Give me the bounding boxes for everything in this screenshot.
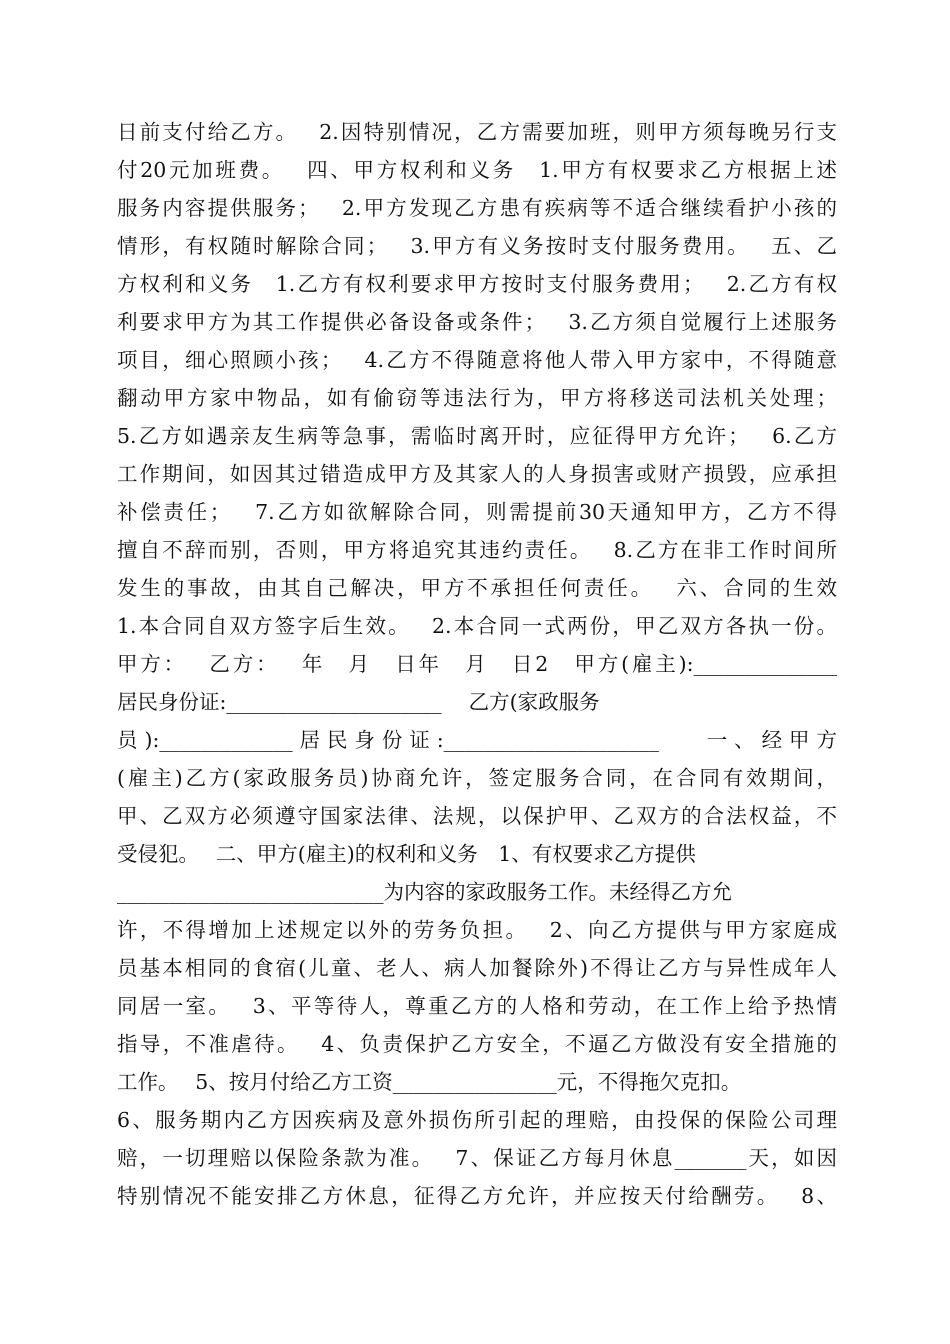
text-line: 日前支付给乙方。 2.因特别情况，乙方需要加班，则甲方须每晚另行支	[117, 120, 837, 144]
text-line: __________________________为内容的家政服务工作。未经得乙方允	[117, 880, 732, 904]
text-line: 受侵犯。 二、甲方(雇主)的权利和义务 1、有权要求乙方提供	[117, 842, 696, 866]
text-line: 员基本相同的食宿(儿童、老人、病人加餐除外)不得让乙方与异性成年人	[117, 956, 837, 980]
text-line: 补偿责任； 7.乙方如欲解除合同，则需提前30天通知甲方，乙方不得	[117, 500, 837, 524]
text-line: 1.本合同自双方签字后生效。 2.本合同一式两份，甲乙双方各执一份。	[117, 614, 837, 638]
text-line: 特别情况不能安排乙方休息，征得乙方允许，并应按天付给酬劳。 8、	[117, 1184, 837, 1208]
text-line: 方权利和义务 1.乙方有权利要求甲方按时支付服务费用； 2.乙方有权	[117, 272, 837, 296]
text-line: 指导，不准虐待。 4、负责保护乙方安全，不逼乙方做没有安全措施的	[117, 1032, 837, 1056]
text-line: 甲、乙双方必须遵守国家法律、法规，以保护甲、乙双方的合法权益，不	[117, 804, 837, 828]
text-line: 甲方： 乙方： 年 月 日年 月 日2 甲方(雇主):______________	[117, 652, 837, 676]
text-line: 工作期间，如因其过错造成甲方及其家人的人身损害或财产损毁，应承担	[117, 462, 837, 486]
text-line: 同居一室。 3、平等待人，尊重乙方的人格和劳动，在工作上给予热情	[117, 994, 837, 1018]
text-line: 发生的事故，由其自己解决，甲方不承担任何责任。 六、合同的生效	[117, 576, 837, 600]
text-line: 居民身份证:_____________________ 乙方(家政服务	[117, 690, 600, 714]
text-line: 情形，有权随时解除合同； 3.甲方有义务按时支付服务费用。 五、乙	[117, 234, 837, 258]
text-line: 6、服务期内乙方因疾病及意外损伤所引起的理赔，由投保的保险公司理	[117, 1108, 837, 1132]
text-line: 翻动甲方家中物品，如有偷窃等违法行为，甲方将移送司法机关处理；	[117, 386, 837, 410]
text-line: 赔，一切理赔以保险条款为准。 7、保证乙方每月休息_______天，如因	[117, 1146, 837, 1170]
text-line: 利要求甲方为其工作提供必备设备或条件； 3.乙方须自觉履行上述服务	[117, 310, 837, 334]
text-line: 服务内容提供服务； 2.甲方发现乙方患有疾病等不适合继续看护小孩的	[117, 196, 837, 220]
text-line: 付20元加班费。 四、甲方权利和义务 1.甲方有权要求乙方根据上述	[117, 158, 837, 182]
text-line: 项目，细心照顾小孩； 4.乙方不得随意将他人带入甲方家中，不得随意	[117, 348, 837, 372]
text-line: 擅自不辞而别，否则，甲方将追究其违约责任。 8.乙方在非工作时间所	[117, 538, 837, 562]
text-line: 工作。 5、按月付给乙方工资________________元，不得拖欠克扣。	[117, 1070, 742, 1094]
text-line: 许，不得增加上述规定以外的劳务负担。 2、向乙方提供与甲方家庭成	[117, 918, 837, 942]
text-line: (雇主)乙方(家政服务员)协商允许，签定服务合同，在合同有效期间，	[117, 766, 837, 790]
text-line: 员):_____________居民身份证:_____________________ 一、经甲方	[117, 728, 837, 752]
contract-body	[117, 113, 837, 1215]
text-line: 5.乙方如遇亲友生病等急事，需临时离开时，应征得甲方允许； 6.乙方	[117, 424, 837, 448]
